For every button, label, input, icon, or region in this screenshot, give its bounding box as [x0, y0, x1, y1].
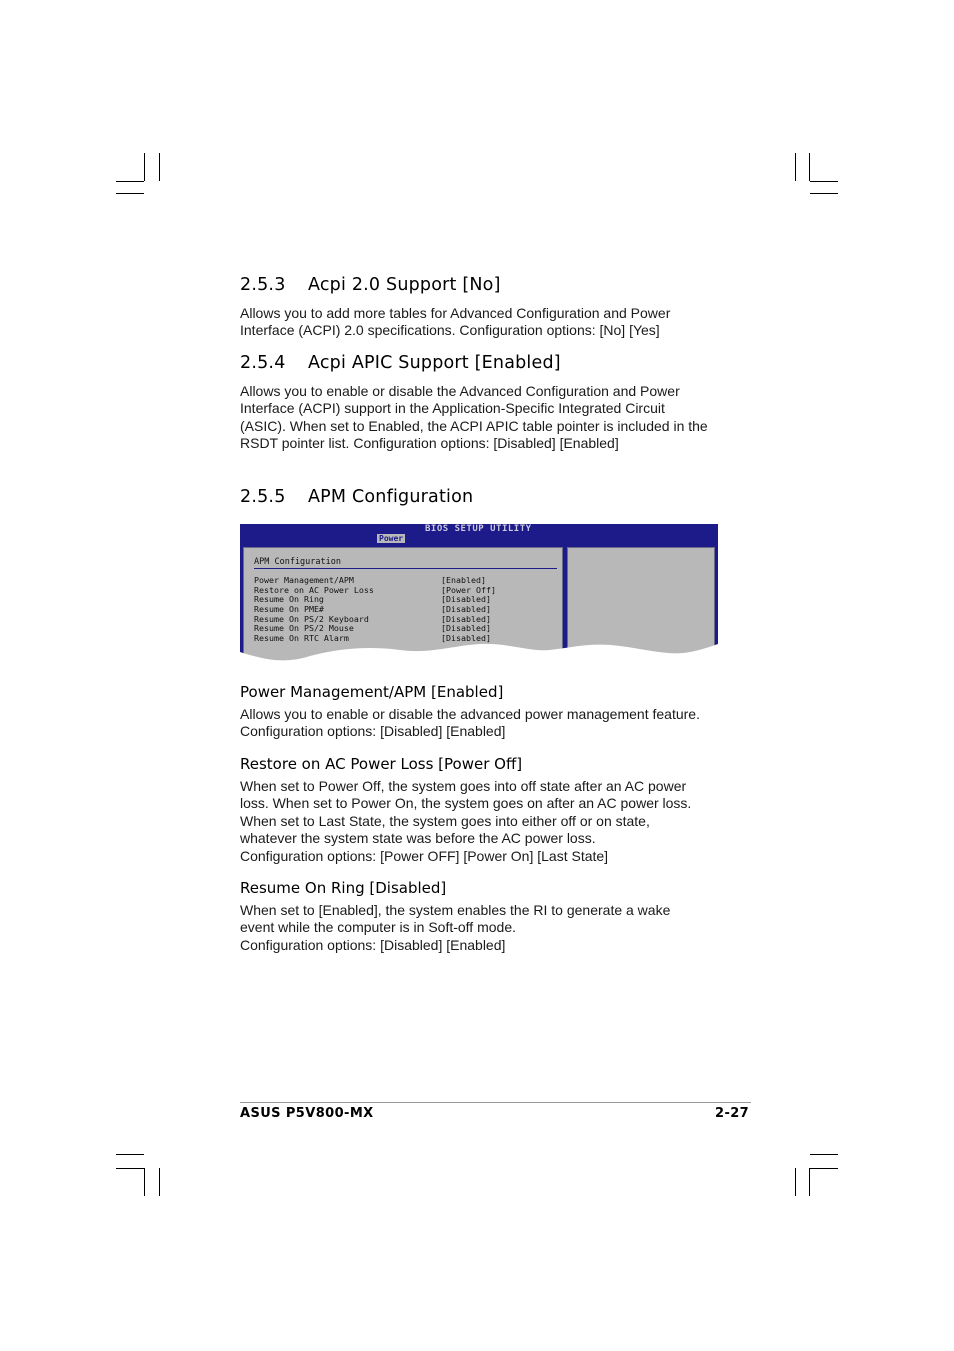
subheading-power-management-apm: Power Management/APM [Enabled] — [240, 683, 504, 701]
heading-title: Acpi 2.0 Support [No] — [308, 275, 501, 295]
heading-title: Acpi APIC Support [Enabled] — [308, 353, 561, 373]
paragraph-line: Allows you to enable or disable the advanced power management feature. — [240, 706, 700, 722]
bios-item-label: Resume On Ring — [254, 594, 324, 605]
paragraph-line: Configuration options: [Disabled] [Enabled] — [240, 936, 506, 953]
paragraph-line: RSDT pointer list. Configuration options: [Disabled] [Enabled] — [240, 435, 619, 452]
bios-item-value: [Disabled] — [441, 623, 491, 634]
paragraph-acpi-2-support — [240, 305, 720, 340]
paragraph-line: Configuration options: [Power OFF] [Power On] [Last State] — [240, 847, 609, 864]
bios-item-label: Restore on AC Power Loss — [254, 584, 374, 595]
bios-section-title: APM Configuration — [254, 557, 341, 567]
bios-tab-power: Power — [379, 534, 404, 543]
bios-item-list — [254, 576, 554, 644]
paragraph-line: When set to Last State, the system goes into either off or on state, — [240, 812, 650, 829]
paragraph-acpi-apic-support — [240, 383, 720, 453]
paragraph-line: Interface (ACPI) 2.0 specifications. Configuration options: [No] [Yes] — [240, 322, 660, 339]
paragraph-line: whatever the system state was before the AC power loss. — [240, 830, 596, 847]
paragraph-line: event while the computer is in Soft-off mode. — [240, 919, 516, 936]
paragraph-line: loss. When set to Power On, the system goes on after an AC power loss. — [240, 795, 692, 812]
heading-number: 2.5.5 — [240, 487, 286, 507]
bios-item-label: Resume On PS/2 Mouse — [254, 623, 354, 634]
paragraph-line: (ASIC). When set to Enabled, the ACPI APIC table pointer is included in the — [240, 417, 708, 434]
bios-item-value: [Disabled] — [441, 604, 491, 615]
bios-item-label: Resume On PS/2 Keyboard — [254, 613, 369, 624]
bios-item-value: [Power Off] — [441, 584, 496, 595]
heading-acpi-2-support — [240, 275, 501, 295]
paragraph-resume-on-ring — [240, 902, 720, 954]
subheading-restore-ac-power-loss: Restore on AC Power Loss [Power Off] — [240, 755, 523, 773]
bios-title-bar — [240, 524, 718, 544]
subheading-resume-on-ring: Resume On Ring [Disabled] — [240, 879, 447, 897]
bios-item-value: [Disabled] — [441, 594, 491, 605]
bios-item-value: [Enabled] — [441, 575, 486, 585]
bios-screenshot — [240, 524, 718, 669]
paragraph-line: Interface (ACPI) support in the Application-Specific Integrated Circuit — [240, 400, 665, 417]
footer-rule — [240, 1102, 751, 1103]
heading-number: 2.5.4 — [240, 353, 286, 373]
paragraph-line: When set to [Enabled], the system enables the RI to generate a wake — [240, 902, 671, 918]
bios-item-label: Resume On RTC Alarm — [254, 633, 349, 644]
bios-item-value: [Disabled] — [441, 633, 491, 644]
footer-page-number: 2-27 — [715, 1106, 750, 1121]
paragraph-line: Allows you to enable or disable the Advanced Configuration and Power — [240, 383, 680, 399]
paragraph-power-management-apm — [240, 706, 720, 741]
paragraph-line: When set to Power Off, the system goes into off state after an AC power — [240, 778, 687, 794]
heading-title: APM Configuration — [308, 487, 474, 507]
heading-apm-configuration — [240, 487, 473, 507]
footer-product-name: ASUS P5V800-MX — [240, 1106, 374, 1121]
paragraph-restore-ac-power-loss — [240, 778, 720, 865]
bios-title: BIOS SETUP UTILITY — [425, 524, 532, 534]
bios-item-label: Resume On PME# — [254, 604, 324, 615]
torn-edge — [240, 642, 718, 672]
heading-acpi-apic-support — [240, 353, 561, 373]
bios-divider — [254, 568, 557, 569]
heading-number: 2.5.3 — [240, 275, 286, 295]
paragraph-line: Allows you to add more tables for Advanced Configuration and Power — [240, 305, 671, 321]
bios-item-value: [Disabled] — [441, 613, 491, 624]
bios-item-label: Power Management/APM — [254, 575, 354, 585]
paragraph-line: Configuration options: [Disabled] [Enabled] — [240, 723, 506, 740]
